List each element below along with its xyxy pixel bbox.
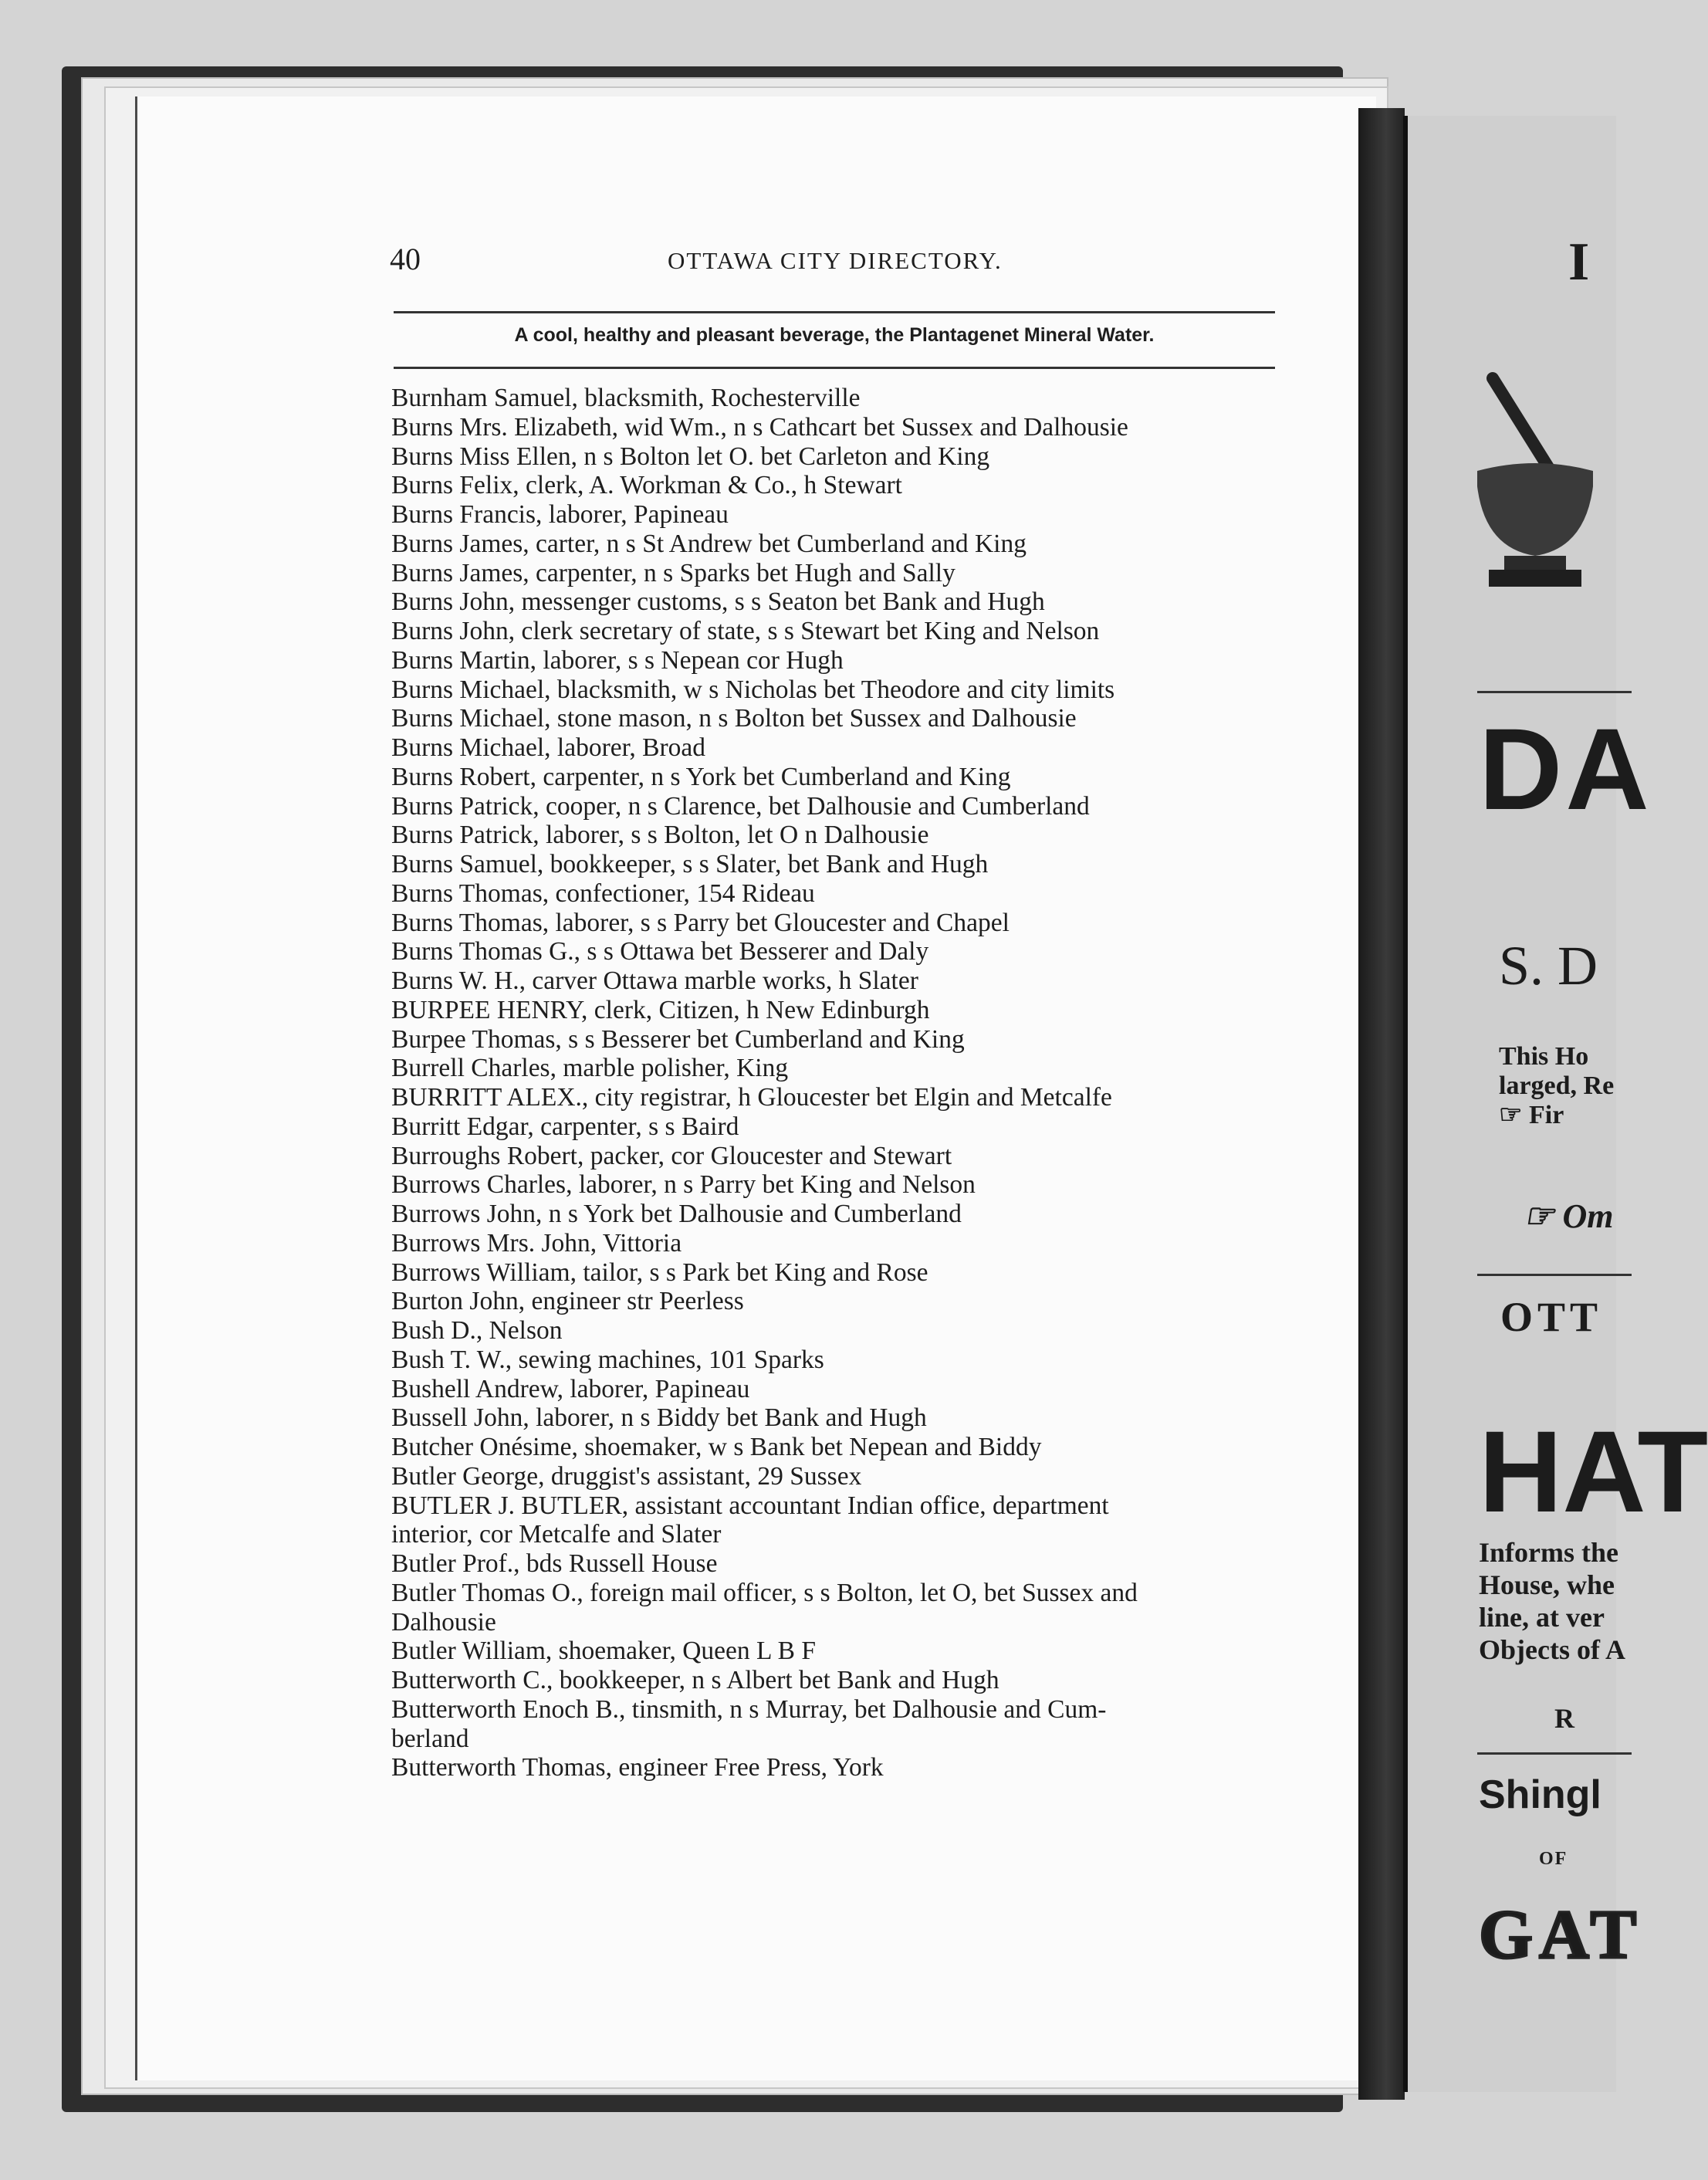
directory-entry: Butler Prof., bds Russell House (391, 1549, 718, 1578)
book-spine (1358, 108, 1405, 2100)
facing-text-line: Objects of A (1479, 1634, 1625, 1665)
directory-entry: Butler William, shoemaker, Queen L B F (391, 1637, 816, 1666)
directory-entry: Burrows Mrs. John, Vittoria (391, 1228, 682, 1258)
directory-entry-continuation: Dalhousie (391, 1607, 496, 1637)
directory-entry: Burpee Thomas, s s Besserer bet Cumberland and King (391, 1024, 965, 1054)
facing-rule (1477, 1752, 1632, 1755)
page-header (390, 241, 1277, 276)
directory-entry: Burns Robert, carpenter, n s York bet Cumberland and King (391, 762, 1011, 791)
facing-heading: Shingl (1479, 1772, 1601, 1817)
facing-text-line: House, whe (1479, 1569, 1615, 1600)
directory-entry: Burrows William, tailor, s s Park bet King and Rose (391, 1258, 928, 1287)
directory-entry: Bush D., Nelson (391, 1316, 563, 1345)
directory-entry: Butterworth C., bookkeeper, n s Albert bet Bank and Hugh (391, 1666, 999, 1694)
directory-entry: Burns Francis, laborer, Papineau (391, 500, 729, 529)
facing-top-letter: I (1568, 232, 1590, 292)
directory-entries (391, 384, 1287, 1782)
directory-entry: Burns John, clerk secretary of state, s s Stewart bet King and Nelson (391, 617, 1100, 645)
directory-entry: Burns Felix, clerk, A. Workman & Co., h Stewart (391, 471, 902, 500)
directory-entry: BURPEE HENRY, clerk, Citizen, h New Edinburgh (391, 995, 930, 1024)
directory-entry: Burns Martin, laborer, s s Nepean cor Hugh (391, 645, 844, 675)
facing-text-block (1479, 1536, 1625, 1666)
facing-text-line: line, at ver (1479, 1602, 1605, 1633)
facing-rule (1477, 691, 1632, 693)
directory-entry: Burns Michael, stone mason, n s Bolton bet Sussex and Dalhousie (391, 704, 1077, 733)
page-number: 40 (390, 242, 421, 276)
facing-rule (1477, 1274, 1632, 1276)
directory-entry: Burns Patrick, laborer, s s Bolton, let O n Dalhousie (391, 821, 929, 850)
directory-entry: Burns Miss Ellen, n s Bolton let O. bet Carleton and King (391, 442, 990, 471)
facing-advertisement-page (1403, 116, 1708, 2092)
facing-text-line: larged, Re (1499, 1071, 1615, 1100)
directory-entry: BURRITT ALEX., city registrar, h Gloucester bet Elgin and Metcalfe (391, 1083, 1112, 1112)
directory-entry: Butterworth Thomas, engineer Free Press, York (391, 1753, 884, 1782)
directory-entry: Burns Patrick, cooper, n s Clarence, bet Dalhousie and Cumberland (391, 791, 1090, 821)
facing-text-line: ☞ Fir (1499, 1101, 1564, 1129)
directory-entry: Burritt Edgar, carpenter, s s Baird (391, 1112, 739, 1141)
directory-entry: Burns Michael, blacksmith, w s Nicholas bet Theodore and city limits (391, 675, 1115, 704)
facing-text-line: OF (1539, 1849, 1568, 1869)
mortar-and-pestle-icon (1477, 371, 1593, 602)
directory-entry: Bussell John, laborer, n s Biddy bet Bank and Hugh (391, 1403, 927, 1433)
directory-entry: Burroughs Robert, packer, cor Gloucester and Stewart (391, 1141, 952, 1170)
directory-entry: Burton John, engineer str Peerless (391, 1287, 744, 1316)
directory-entry: Burrows John, n s York bet Dalhousie and Cumberland (391, 1200, 962, 1228)
directory-entry: Burns James, carter, n s St Andrew bet Cumberland and King (391, 529, 1026, 558)
directory-entry: Burns James, carpenter, n s Sparks bet Hugh and Sally (391, 558, 955, 587)
directory-entry: Butler Thomas O., foreign mail officer, s s Bolton, let O, bet Sussex and (391, 1578, 1138, 1607)
directory-entry: Burrell Charles, marble polisher, King (391, 1054, 789, 1083)
directory-entry: Butterworth Enoch B., tinsmith, n s Murray, bet Dalhousie and Cum- (391, 1694, 1107, 1724)
facing-name: S. D (1499, 935, 1598, 997)
facing-heading: GAT (1479, 1897, 1643, 1973)
facing-text-line: This Ho (1499, 1042, 1589, 1071)
directory-entry: Burns Thomas, laborer, s s Parry bet Gloucester and Chapel (391, 908, 1010, 937)
directory-entry: Butcher Onésime, shoemaker, w s Bank bet Nepean and Biddy (391, 1433, 1042, 1461)
directory-entry: Burrows Charles, laborer, n s Parry bet King and Nelson (391, 1170, 976, 1200)
facing-text-line: ☞ Om (1524, 1197, 1614, 1235)
directory-entry: Bush T. W., sewing machines, 101 Sparks (391, 1345, 824, 1374)
directory-entry: Burns W. H., carver Ottawa marble works, h Slater (391, 966, 918, 995)
directory-entry: Burns Thomas, confectioner, 154 Rideau (391, 878, 815, 908)
facing-text-line: Informs the (1479, 1537, 1618, 1568)
advertisement-line: A cool, healthy and pleasant beverage, the Plantagenet Mineral Water. (514, 324, 1155, 346)
directory-entry: Burns Thomas G., s s Ottawa bet Besserer and Daly (391, 937, 929, 966)
directory-entry-continuation: berland (391, 1724, 469, 1753)
facing-heading: DA (1479, 704, 1652, 834)
running-title: OTTAWA CITY DIRECTORY. (668, 247, 1003, 274)
facing-heading: HAT (1479, 1407, 1708, 1536)
directory-entry: Burns Mrs. Elizabeth, wid Wm., n s Cathcart bet Sussex and Dalhousie (391, 412, 1128, 442)
directory-entry-continuation: interior, cor Metcalfe and Slater (391, 1520, 722, 1549)
directory-entry: Butler George, druggist's assistant, 29 Sussex (391, 1461, 862, 1491)
directory-entry: BUTLER J. BUTLER, assistant accountant Indian office, department (391, 1491, 1109, 1520)
facing-heading: OTT (1500, 1294, 1603, 1340)
directory-entry: Burns Samuel, bookkeeper, s s Slater, bet Bank and Hugh (391, 850, 989, 878)
directory-entry: Burnham Samuel, blacksmith, Rochesterville (391, 384, 861, 412)
directory-entry: Bushell Andrew, laborer, Papineau (391, 1374, 750, 1403)
directory-entry: Burns John, messenger customs, s s Seaton bet Bank and Hugh (391, 587, 1045, 617)
top-rule (394, 311, 1275, 313)
directory-entry: Burns Michael, laborer, Broad (391, 733, 706, 762)
bottom-rule (394, 367, 1275, 369)
facing-text-line: R (1554, 1703, 1574, 1734)
facing-text-block (1499, 1042, 1614, 1130)
